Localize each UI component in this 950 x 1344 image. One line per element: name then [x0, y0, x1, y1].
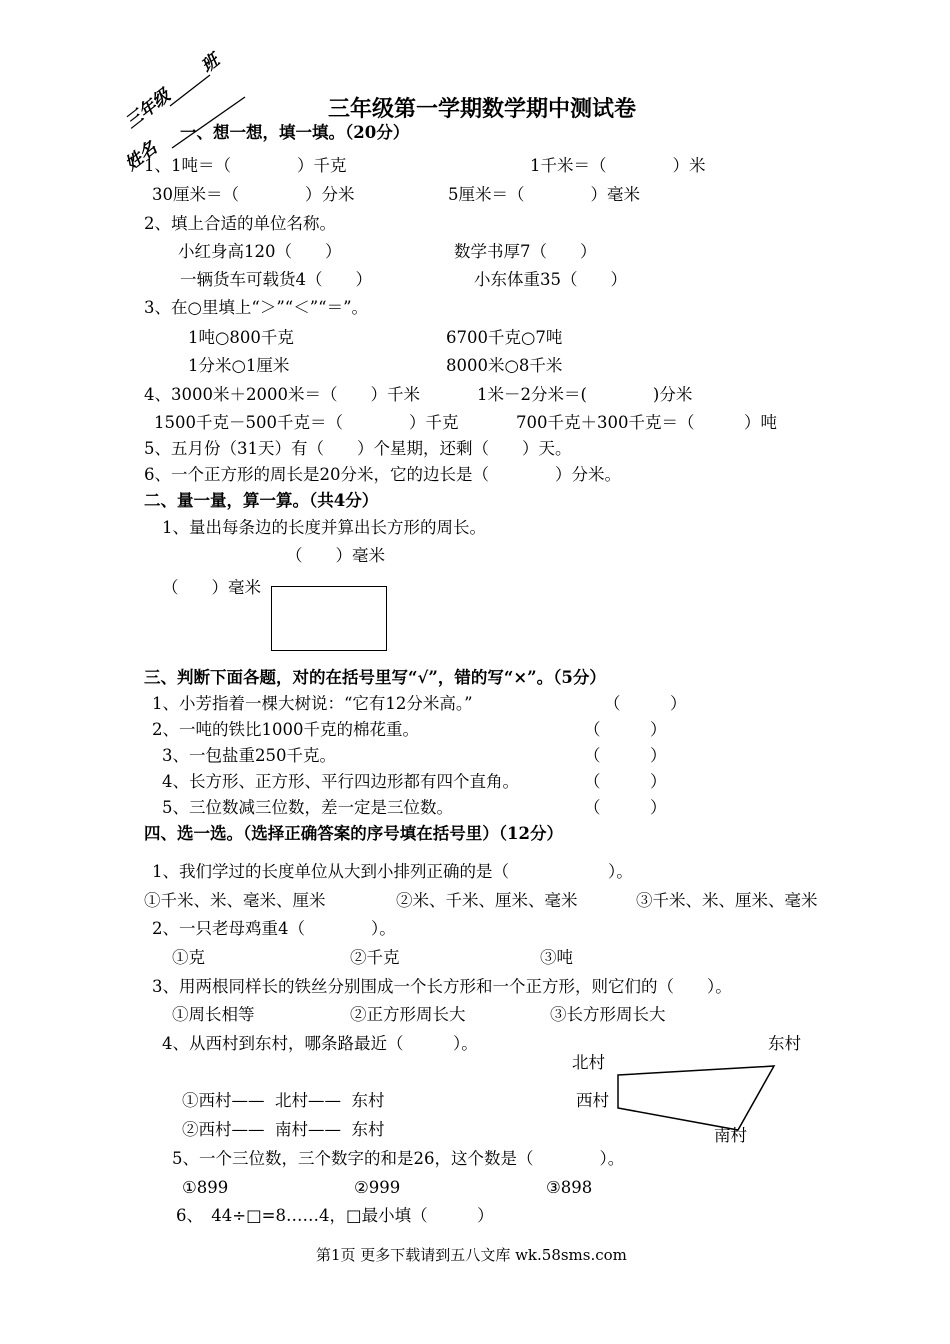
choice-q1: 1、我们学过的长度单位从大到小排列正确的是（ ）。 — [152, 862, 633, 881]
section2-heading: 二、量一量，算一算。（共4分） — [144, 491, 379, 510]
q2-prompt: 2、填上合适的单位名称。 — [144, 214, 336, 233]
choice-q5-option-2: ②999 — [354, 1178, 401, 1197]
choice-q4-option-1: ①西村—— 北村—— 东村 — [182, 1091, 385, 1110]
choice-q6: 6、 44÷□=8……4，□最小填（ ） — [176, 1206, 494, 1225]
q5-may-weeks: 5、五月份（31天）有（ ）个星期，还剩（ ）天。 — [144, 439, 572, 458]
section2-q1: 1、量出每条边的长度并算出长方形的周长。 — [162, 518, 486, 537]
judge-blank-5: （ ） — [584, 798, 667, 817]
q3-prompt: 3、在○里填上“＞”“＜”“＝”。 — [144, 298, 369, 317]
class-underline — [170, 75, 210, 106]
section4-heading: 四、选一选。（选择正确答案的序号填在括号里）（12分） — [144, 824, 563, 843]
map-label-south: 南村 — [714, 1126, 747, 1145]
grade-label: 三年级 — [121, 85, 175, 133]
choice-q2: 2、一只老母鸡重4（ ）。 — [152, 919, 396, 938]
judge-item-4: 4、长方形、正方形、平行四边形都有四个直角。 — [162, 772, 519, 791]
judge-item-5: 5、三位数减三位数，差一定是三位数。 — [162, 798, 453, 817]
q1-ton-to-kg: 1、1吨＝（ ）千克 — [144, 156, 347, 175]
section3-heading: 三、判断下面各题，对的在括号里写“√”，错的写“×”。（5分） — [144, 668, 606, 687]
page-title: 三年级第一学期数学期中测试卷 — [328, 96, 637, 122]
choice-q3: 3、用两根同样长的铁丝分别围成一个长方形和一个正方形，则它们的（ ）。 — [152, 977, 732, 996]
section1-heading: 一、想一想，填一填。（20分） — [180, 123, 410, 142]
q3-compare-3: 1分米○1厘米 — [188, 356, 290, 375]
q4-calc-4: 700千克＋300千克＝（ ）吨 — [516, 413, 777, 432]
choice-q1-option-1: ①千米、米、毫米、厘米 — [144, 891, 326, 910]
judge-item-3: 3、一包盐重250千克。 — [162, 746, 336, 765]
q3-compare-1: 1吨○800千克 — [188, 328, 294, 347]
q1-cm-to-mm: 5厘米＝（ ）毫米 — [448, 185, 640, 204]
q1-cm-to-dm: 30厘米＝（ ）分米 — [152, 185, 355, 204]
judge-blank-3: （ ） — [584, 746, 667, 765]
choice-q1-option-3: ③千米、米、厘米、毫米 — [636, 891, 818, 910]
q2-height: 小红身高120（ ） — [178, 242, 342, 261]
rect-top-label: （ ）毫米 — [286, 546, 385, 565]
judge-blank-4: （ ） — [584, 772, 667, 791]
choice-q2-option-3: ③吨 — [540, 948, 573, 967]
q3-compare-2: 6700千克○7吨 — [446, 328, 563, 347]
choice-q1-option-2: ②米、千米、厘米、毫米 — [396, 891, 578, 910]
map-quadrilateral — [618, 1066, 774, 1130]
judge-item-1: 1、小芳指着一棵大树说：“它有12分米高。” — [152, 694, 473, 713]
choice-q2-option-1: ①克 — [172, 948, 205, 967]
measure-rectangle — [271, 586, 387, 651]
q4-calc-1: 4、3000米＋2000米＝（ ）千米 — [144, 385, 420, 404]
rect-left-label: （ ）毫米 — [162, 578, 261, 597]
q2-book: 数学书厚7（ ） — [454, 242, 597, 261]
q2-weight: 小东体重35（ ） — [474, 270, 627, 289]
q3-compare-4: 8000米○8千米 — [446, 356, 563, 375]
choice-q5-option-3: ③898 — [546, 1178, 593, 1197]
map-label-east: 东村 — [768, 1034, 801, 1053]
page-footer: 第1页 更多下载请到五八文库 wk.58sms.com — [316, 1246, 627, 1264]
map-label-north: 北村 — [572, 1053, 605, 1072]
class-label: 班 — [197, 50, 224, 77]
q2-truck: 一辆货车可载货4（ ） — [180, 270, 372, 289]
q1-km-to-m: 1千米＝（ ）米 — [530, 156, 706, 175]
q4-calc-2: 1米－2分米＝( )分米 — [477, 385, 693, 404]
q6-square-side: 6、一个正方形的周长是20分米，它的边长是（ ）分米。 — [144, 465, 621, 484]
judge-item-2: 2、一吨的铁比1000千克的棉花重。 — [152, 720, 419, 739]
judge-blank-1: （ ） — [604, 694, 687, 713]
choice-q2-option-2: ②千克 — [350, 948, 400, 967]
choice-q4-option-2: ②西村—— 南村—— 东村 — [182, 1120, 385, 1139]
q4-calc-3: 1500千克－500千克＝（ ）千克 — [154, 413, 459, 432]
judge-blank-2: （ ） — [584, 720, 667, 739]
choice-q5-option-1: ①899 — [182, 1178, 229, 1197]
choice-q4: 4、从西村到东村，哪条路最近（ ）。 — [162, 1034, 478, 1053]
map-label-west: 西村 — [576, 1091, 609, 1110]
choice-q3-option-2: ②正方形周长大 — [350, 1005, 466, 1024]
choice-q5: 5、一个三位数，三个数字的和是26，这个数是（ ）。 — [172, 1149, 625, 1168]
choice-q3-option-1: ①周长相等 — [172, 1005, 255, 1024]
choice-q3-option-3: ③长方形周长大 — [550, 1005, 666, 1024]
name-label: 姓名 — [121, 138, 161, 175]
